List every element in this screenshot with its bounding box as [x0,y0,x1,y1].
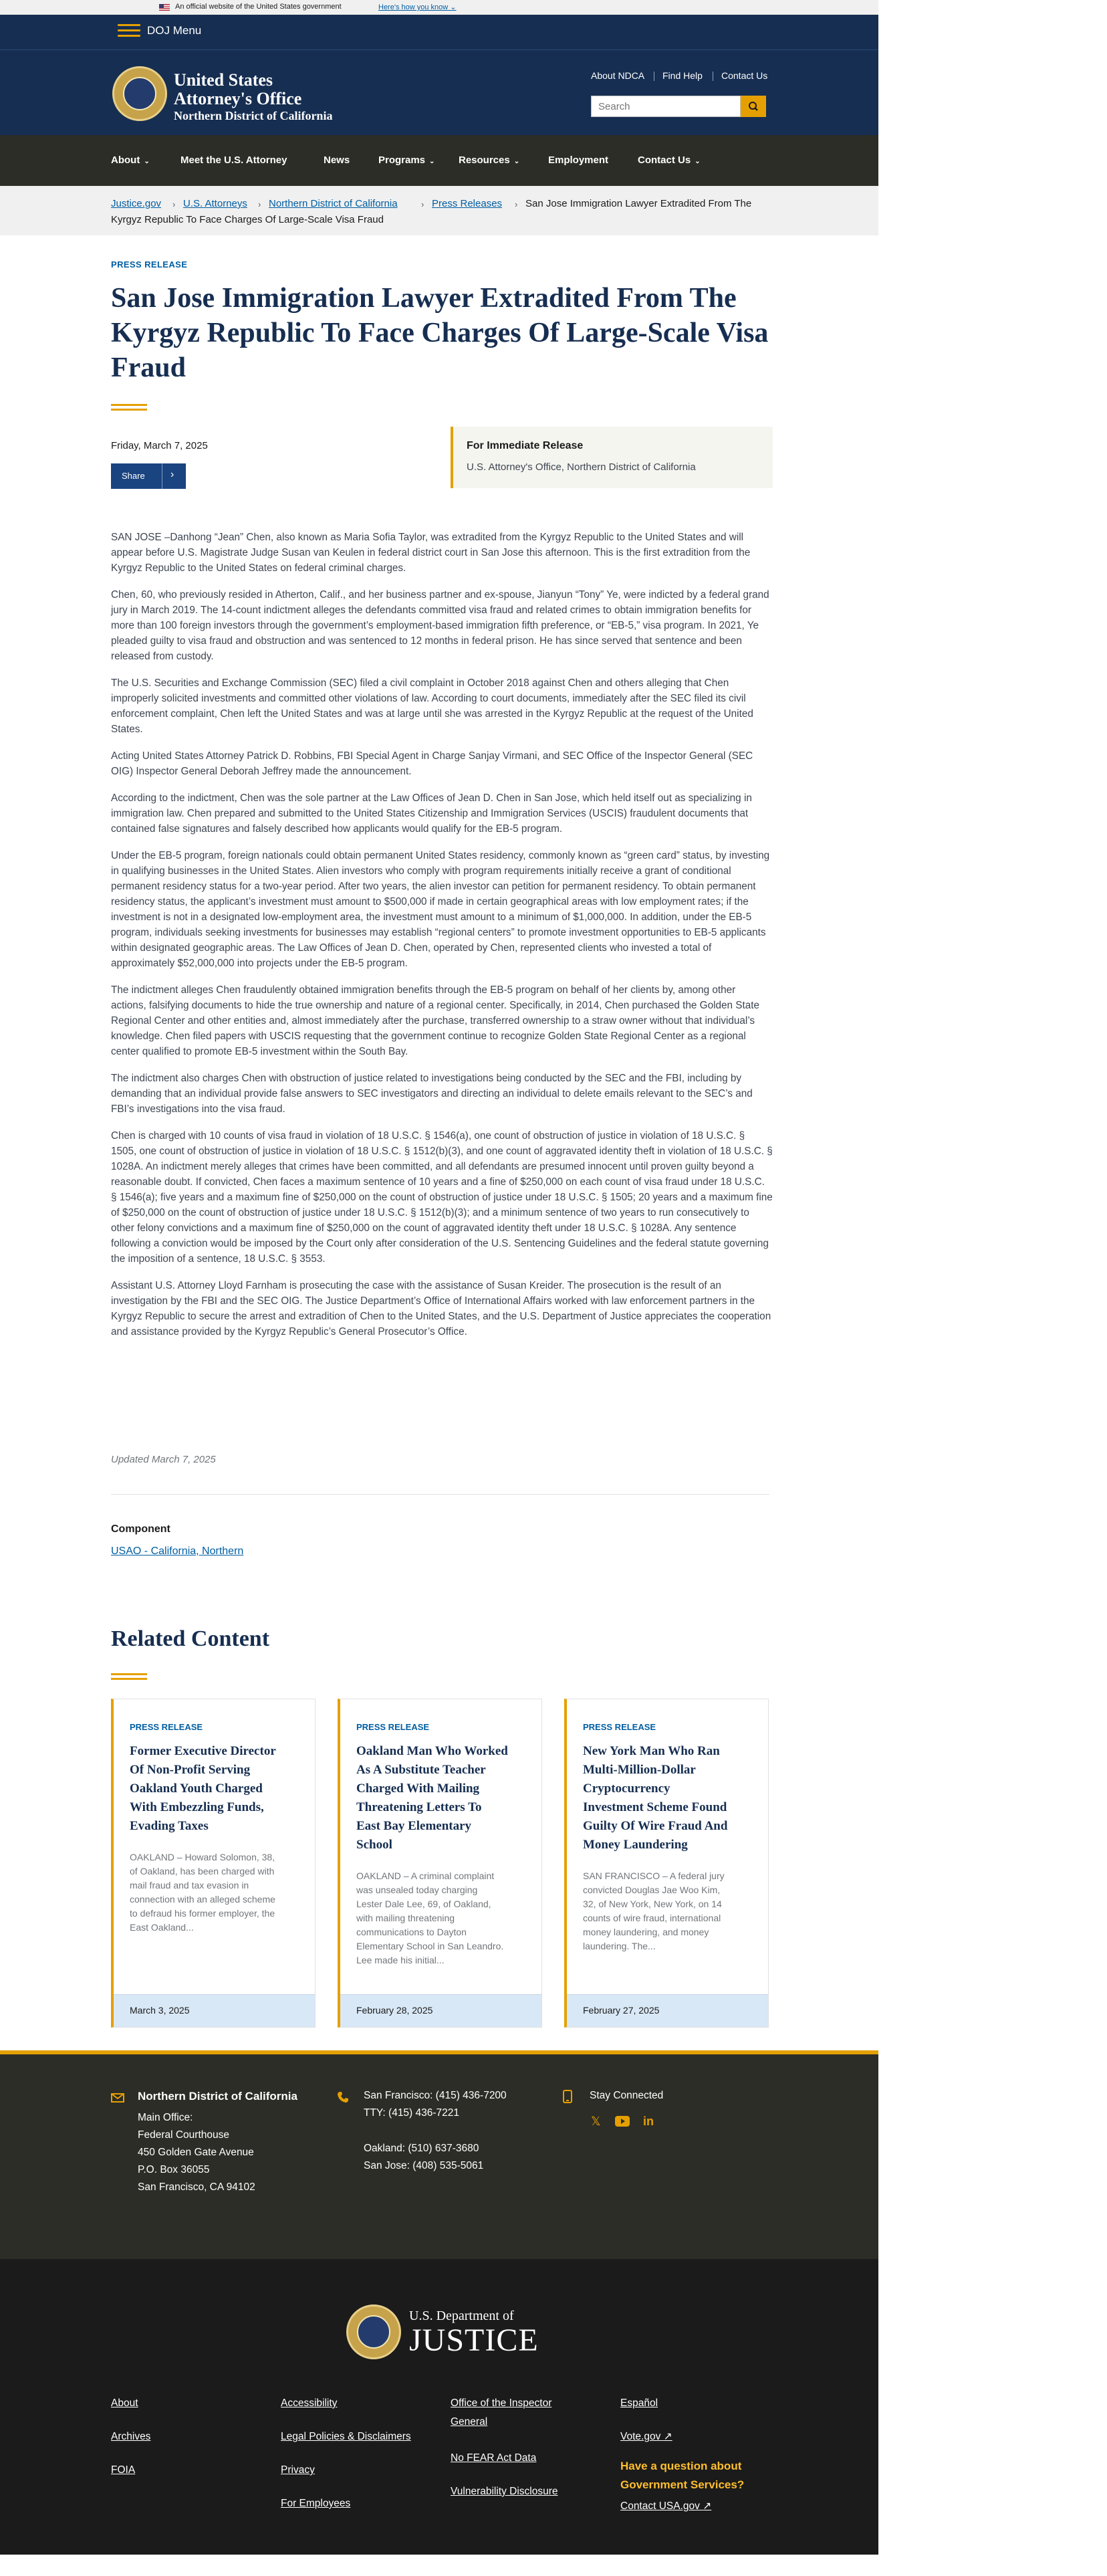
footer-link-contact-usa[interactable]: Contact USA.gov ↗ [620,2500,712,2512]
search-button[interactable] [741,96,766,117]
footer-link-no-fear[interactable]: No FEAR Act Data [451,2452,537,2464]
related-content-heading: Related Content [111,1626,270,1651]
card-footer [340,1994,541,2027]
related-card[interactable] [564,1699,769,2028]
breadcrumb-press-releases[interactable]: Press Releases [432,198,503,209]
chevron-right-icon: › [170,469,174,480]
article-paragraph: Chen, 60, who previously resided in Atherton, Calif., and her business partner and ex-spouse, Jianyun “Tony” Ye, were indicted by a federal grand jury in March 2019. The 14-count indictment alleges the defendants committed visa fraud and related crimes to obtain immigration benefits for more than 100 foreign investors through the government’s employment-based immigration fifth preference, or “EB-5,” visa program. In 2021, Ye pleaded guilty to visa fraud and obstruction and was sentenced to 12 months in federal prison. He has since served that sentence and been released from custody. [111,589,769,662]
heres-how-you-know-link[interactable]: Here's how you know ⌄ [378,3,457,11]
title-accent-bars [111,404,147,413]
us-flag-icon [159,4,170,11]
footer-link-accessibility[interactable]: Accessibility [281,2397,338,2409]
article-kicker: PRESS RELEASE [111,259,188,270]
nav-employment[interactable]: Employment [548,154,609,166]
article-paragraph: The U.S. Securities and Exchange Commission (SEC) filed a civil complaint in October 2018 against Chen and others alleging that Chen improperly solicited investments and committed other violations of law. According to court documents, immediately after the SEC filed its civil enforcement complaint, Chen left the United States and was at large until she was arrested in the Kyrgyz Republic at the request of the United States. [111,677,753,735]
card-footer [114,1994,315,2027]
updated-date: Updated March 7, 2025 [111,1454,216,1465]
youtube-icon[interactable] [615,2116,630,2127]
chevron-right-icon: › [258,199,261,209]
card-title[interactable]: Former Executive Director Of Non-Profit Serving Oakland Youth Charged With Embezzling Funds, Evading Taxes [130,1744,276,1833]
search-input[interactable] [591,96,741,117]
related-card[interactable] [338,1699,542,2028]
footer-link-about[interactable]: About [111,2397,138,2409]
gov-banner-text: An official website of the United States government [175,3,342,11]
release-label: For Immediate Release [467,440,584,451]
footer-link-legal[interactable]: Legal Policies & Disclaimers [281,2431,411,2442]
doj-menu-button[interactable]: DOJ Menu [147,24,202,37]
component-link[interactable]: USAO - California, Northern [111,1545,244,1557]
footer-link-espanol[interactable]: Español [620,2397,658,2409]
release-info-box [451,427,773,488]
article-paragraph: The indictment also charges Chen with obstruction of justice related to investigations being conducted by the SEC and the FBI, including by demanding that an individual provide false answers to SEC investigators and directing an individual to delete emails relevant to the SEC’s and FBI’s investigations into the visa fraud. [111,1073,753,1115]
phone-tty[interactable]: TTY: (415) 436-7221 [364,2107,460,2119]
site-title-line1[interactable]: United States [174,70,273,90]
chevron-right-icon: › [172,199,176,209]
phone-san-jose[interactable]: San Jose: (408) 535-5061 [364,2160,484,2171]
article-body [111,530,773,1351]
release-office: U.S. Attorney's Office, Northern District of California [467,461,696,473]
footer-link-privacy[interactable]: Privacy [281,2464,315,2476]
article-paragraph: The indictment alleges Chen fraudulently obtained immigration benefits through the EB-5 program on behalf of her clients by, among other actions, falsifying documents to hide the true ownership and nature of a regional center. Specifically, in 2014, Chen purchased the Golden State Regional Center and other entities and, almost immediately after the purchase, transferred ownership to a straw owner without that individual’s knowledge. Chen filed papers with USCIS requesting that the government continue to recognize Golden State Regional Center as a regional center qualified to promote EB-5 investment within the South Bay. [111,984,759,1057]
nav-meet-us-attorney[interactable]: Meet the U.S. Attorney [180,154,287,166]
card-footer [567,1994,768,2027]
utility-link-about[interactable]: About NDCA [591,70,645,81]
component-label: Component [111,1523,170,1535]
card-description: OAKLAND – A criminal complaint was unsealed today charging Lester Dale Lee, 69, of Oakland, with mailing threatening communications to Dayton Elementary School in San Leandro. Lee made his initial... [356,1870,504,1965]
site-header [0,49,878,136]
chevron-right-icon: › [515,199,518,209]
footer-link-vote[interactable]: Vote.gov ↗ [620,2431,672,2442]
card-kicker: PRESS RELEASE [356,1722,430,1732]
breadcrumb-us-attorneys[interactable]: U.S. Attorneys [183,198,247,209]
footer-question: Have a question about Government Services? [620,2460,745,2491]
main-nav [0,135,878,186]
chevron-down-icon: ⌄ [513,158,520,165]
footer-doj [0,2259,878,2555]
article-paragraph: According to the indictment, Chen was the sole partner at the Law Offices of Jean D. Chen in San Jose, which held itself out as specializing in immigration law. Chen prepared and submitted to the United States Citizenship and Immigration Services (USCIS) fraudulent documents that contained false signatures and falsely described how applicants would qualify for the EB-5 program. [111,792,752,835]
related-accent-bars [111,1673,147,1683]
nav-news[interactable]: News [324,154,350,166]
external-link-icon: ↗ [703,2500,712,2512]
doj-seal-logo[interactable] [112,66,167,121]
x-icon[interactable]: 𝕏 [591,2115,601,2128]
gov-banner [0,0,878,15]
chevron-down-icon: ⌄ [144,158,150,165]
chevron-down-icon: ⌄ [429,158,435,165]
hamburger-menu-icon[interactable] [118,24,140,40]
mail-icon [111,2093,124,2103]
footer-link-archives[interactable]: Archives [111,2431,151,2442]
doj-menu-bar [0,15,878,49]
utility-link-contact[interactable]: Contact Us [721,70,768,81]
footer-address: Main Office: Federal Courthouse 450 Golden Gate Avenue P.O. Box 36055 San Francisco, CA 94102 [138,2112,255,2193]
related-card[interactable] [111,1699,316,2028]
doj-seal-logo[interactable] [346,2304,401,2359]
card-kicker: PRESS RELEASE [583,1722,656,1732]
card-date: February 27, 2025 [583,2005,660,2016]
footer-office-name: Northern District of California [138,2090,297,2103]
search-icon [741,96,766,117]
card-date: March 3, 2025 [130,2005,190,2016]
page-title: San Jose Immigration Lawyer Extradited From The Kyrgyz Republic To Face Charges Of Large-Scale Visa Fraud [111,283,769,383]
card-description: OAKLAND – Howard Solomon, 38, of Oakland, has been charged with mail fraud and tax evasion in connection with an alleged scheme to defraud his former employer, the East Oakland... [130,1852,275,1933]
stay-connected-label: Stay Connected [590,2090,664,2101]
nav-programs[interactable]: Programs ⌄ [378,154,435,166]
utility-link-find-help[interactable]: Find Help [662,70,703,81]
external-link-icon: ↗ [663,2431,672,2442]
article-paragraph: Acting United States Attorney Patrick D. Robbins, FBI Special Agent in Charge Sanjay Virmani, and SEC Office of the Inspector General (SEC OIG) Inspector General Deborah Jeffrey made the announcement. [111,750,753,777]
card-date: February 28, 2025 [356,2005,433,2016]
nav-contact-us[interactable]: Contact Us ⌄ [638,154,701,166]
article-paragraph: Under the EB-5 program, foreign nationals could obtain permanent United States residency, commonly known as “green card” status, by investing in qualifying businesses in the United States. Alien investors who comply with program requirements initially receive a grant of conditional permanent residency status for a two-year period. After two years, the alien investor can petition for permanent residency. To obtain permanent residency status, the applicant’s investment must amount to $500,000 if made in certain geographical areas with low employment rates; if the investment is not in a designated low-employment area, the investment must amount to a minimum of $1,000,000. In addition, under the EB-5 program, individuals seeking investments for businesses may establish “regional centers” to promote investment opportunities to EB-5 applicants within designated geographic areas. The Law Offices of Jean D. Chen, operated by Chen, represented clients who invested a total of approximately $52,000,000 into projects under the EB-5 program. [111,850,770,969]
breadcrumb-current: San Jose Immigration Lawyer Extradited From The [525,198,752,209]
article-paragraph: SAN JOSE –Danhong “Jean” Chen, also known as Maria Sofia Taylor, was extradited from the Kyrgyz Republic to the United States and will appear before U.S. Magistrate Judge Susan van Keulen in federal district court in San Jose this afternoon. This is the first extradition from the Kyrgyz Republic to the United States on federal criminal charges. [111,532,751,574]
phone-icon [337,2091,349,2103]
divider [111,1494,769,1495]
site-title-district[interactable]: Northern District of California [174,109,333,122]
doj-wordmark-justice[interactable]: JUSTICE [409,2323,539,2358]
chevron-down-icon: ⌄ [695,158,701,165]
footer-link-vulnerability[interactable]: Vulnerability Disclosure [451,2486,558,2497]
mobile-icon [563,2090,572,2103]
nav-about[interactable]: About ⌄ [111,154,150,166]
footer-link-oig[interactable]: Office of the Inspector General [451,2397,552,2428]
footer-link-foia[interactable]: FOIA [111,2464,136,2476]
nav-resources[interactable]: Resources ⌄ [459,154,520,166]
breadcrumb-current-cont: Kyrgyz Republic To Face Charges Of Large-Scale Visa Fraud [111,214,384,225]
footer-contact [0,2050,878,2259]
breadcrumb-justice-gov[interactable]: Justice.gov [111,198,162,209]
article-date: Friday, March 7, 2025 [111,440,208,451]
linkedin-icon[interactable]: in [643,2115,654,2128]
chevron-right-icon: › [421,199,424,209]
article-paragraph: Chen is charged with 10 counts of visa fraud in violation of 18 U.S.C. § 1546(a), one count of obstruction of justice in violation of 18 U.S.C. § 1505, one count of obstruction of justice in violation of 18 U.S.C. § 1512(b)(3), and one count of aggravated identity theft in violation of 18 U.S.C. § 1028A. An indictment merely alleges that crimes have been committed, and all defendants are presumed innocent until proven guilty beyond a reasonable doubt. If convicted, Chen faces a maximum sentence of 10 years and a fine of $250,000 on each count of visa fraud under 18 U.S.C. § 1546(a); five years and a maximum fine of $250,000 on the count of obstruction of justice under 18 U.S.C. § 1505; 20 years and a maximum fine of $250,000 on the count of obstruction of justice under 18 U.S.C. § 1512(b)(3); and a minimum sentence of two years to run consecutively to other felony convictions and a maximum fine of $250,000 on the count of aggravated identity theft under 18 U.S.C. § 1028A. Any sentence following a conviction would be imposed by the Court only after consideration of the U.S. Sentencing Guidelines and the federal statute governing the imposition of a sentence, 18 U.S.C. § 3553. [111,1130,773,1265]
breadcrumb-ndca[interactable]: Northern District of California [269,198,398,209]
site-title-line2[interactable]: Attorney's Office [174,89,302,108]
doj-wordmark-small[interactable]: U.S. Department of [409,2309,514,2323]
share-label: Share [122,471,145,481]
phone-oakland[interactable]: Oakland: (510) 637-3680 [364,2143,479,2154]
article-paragraph: Assistant U.S. Attorney Lloyd Farnham is prosecuting the case with the assistance of Susan Kreider. The prosecution is the result of an investigation by the FBI and the SEC OIG. The Justice Department’s Office of International Affairs worked with law enforcement partners in the Kyrgyz Republic to secure the arrest and extradition of Chen to the United States, and the U.S. Department of Justice appreciates the cooperation and assistance provided by the Kyrgyz Republic’s General Prosecutor’s Office. [111,1280,771,1337]
share-button[interactable] [111,463,186,489]
card-description: SAN FRANCISCO – A federal jury convicted Douglas Jae Woo Kim, 32, of New York, New York, on 14 counts of wire fraud, international money laundering, and money laundering. The... [583,1870,725,1951]
phone-sf[interactable]: San Francisco: (415) 436-7200 [364,2090,507,2101]
card-title[interactable]: Oakland Man Who Worked As A Substitute Teacher Charged With Mailing Threatening Letters To East Bay Elementary School [356,1744,508,1852]
card-title[interactable]: New York Man Who Ran Multi-Million-Dollar Cryptocurrency Investment Scheme Found Guilty Of Wire Fraud And Money Laundering [583,1744,728,1852]
card-kicker: PRESS RELEASE [130,1722,203,1732]
footer-link-employees[interactable]: For Employees [281,2498,351,2509]
breadcrumb [0,186,878,235]
